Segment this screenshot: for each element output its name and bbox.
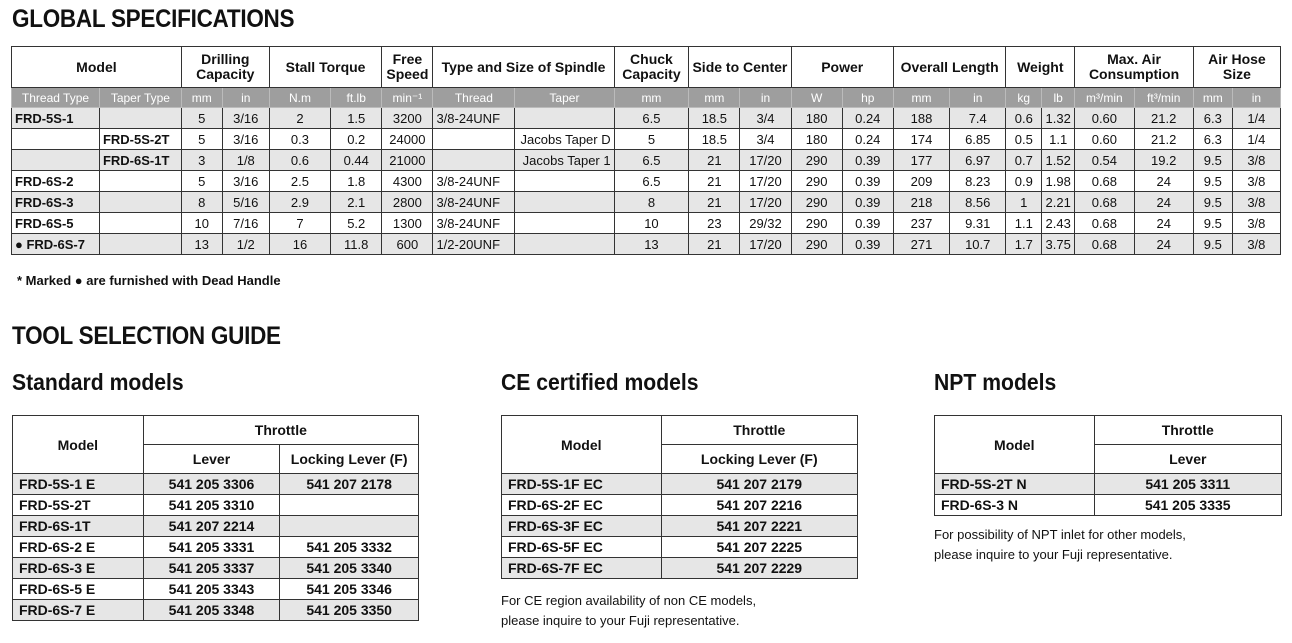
unit-header: Thread Type [12, 88, 100, 108]
table-cell: 290 [791, 234, 842, 255]
table-cell: 9.5 [1193, 171, 1232, 192]
unit-header: mm [181, 88, 222, 108]
table-cell: 1300 [382, 213, 433, 234]
table-cell: 2.9 [269, 192, 330, 213]
model-cell: FRD-5S-1 E [13, 474, 144, 495]
table-cell: 7/16 [222, 213, 269, 234]
table-cell: 1/8 [222, 150, 269, 171]
table-cell [515, 192, 614, 213]
part-number-cell: 541 207 2229 [661, 558, 857, 579]
col-header-overall-length: Overall Length [893, 47, 1006, 88]
unit-header: m³/min [1075, 88, 1134, 108]
table-cell: 0.44 [331, 150, 382, 171]
unit-header: W [791, 88, 842, 108]
table-row [13, 600, 419, 621]
table-cell: 1/4 [1232, 108, 1280, 129]
col-header-power: Power [791, 47, 893, 88]
table-cell: 290 [791, 213, 842, 234]
table-row [12, 213, 1281, 234]
col-header-weight: Weight [1006, 47, 1075, 88]
model-cell [12, 150, 100, 171]
table-cell: 10.7 [950, 234, 1006, 255]
unit-header: in [740, 88, 791, 108]
table-cell: 174 [893, 129, 949, 150]
table-cell: 177 [893, 150, 949, 171]
table-cell: 0.2 [331, 129, 382, 150]
model-cell: FRD-6S-1T [13, 516, 144, 537]
table-cell: 1 [1006, 192, 1042, 213]
table-cell: 3/16 [222, 108, 269, 129]
table-cell: 2.5 [269, 171, 330, 192]
table-cell: 7.4 [950, 108, 1006, 129]
table-cell: 0.68 [1075, 171, 1134, 192]
model-cell: FRD-6S-2 E [13, 537, 144, 558]
table-cell: 3/8-24UNF [433, 171, 515, 192]
table-cell [515, 213, 614, 234]
table-cell: 24 [1134, 234, 1193, 255]
part-number-cell: 541 205 3310 [143, 495, 280, 516]
table-cell: 1.32 [1042, 108, 1075, 129]
table-cell: 3/8 [1232, 213, 1280, 234]
table-cell: 29/32 [740, 213, 791, 234]
table-cell: 180 [791, 108, 842, 129]
table-row [502, 474, 858, 495]
table-row [13, 537, 419, 558]
model-cell: FRD-5S-2T [13, 495, 144, 516]
table-cell: 9.31 [950, 213, 1006, 234]
table-cell: 13 [614, 234, 689, 255]
part-number-cell: 541 205 3306 [143, 474, 280, 495]
table-cell: 9.5 [1193, 192, 1232, 213]
unit-header: N.m [269, 88, 330, 108]
model-cell: FRD-5S-2T [99, 129, 181, 150]
table-cell: 3/16 [222, 129, 269, 150]
model-cell: FRD-6S-5 E [13, 579, 144, 600]
unit-header: hp [842, 88, 893, 108]
table-cell: 17/20 [740, 192, 791, 213]
part-number-cell: 541 205 3343 [143, 579, 280, 600]
table-cell: 18.5 [689, 108, 740, 129]
table-cell: 6.97 [950, 150, 1006, 171]
table-cell: 3.75 [1042, 234, 1075, 255]
model-cell: FRD-5S-2T N [935, 474, 1095, 495]
model-cell [99, 108, 181, 129]
table-cell: 2 [269, 108, 330, 129]
table-cell: 0.39 [842, 234, 893, 255]
dead-handle-note: * Marked ● are furnished with Dead Handle [17, 273, 281, 288]
table-cell: 5 [181, 108, 222, 129]
table-cell: 6.5 [614, 108, 689, 129]
table-cell: 290 [791, 150, 842, 171]
table-cell: 21000 [382, 150, 433, 171]
table-cell: 5/16 [222, 192, 269, 213]
table-cell: 2.21 [1042, 192, 1075, 213]
table-cell: 9.5 [1193, 213, 1232, 234]
unit-header: kg [1006, 88, 1042, 108]
part-number-cell: 541 205 3348 [143, 600, 280, 621]
table-cell: 0.24 [842, 108, 893, 129]
table-cell: 17/20 [740, 171, 791, 192]
table-cell: 7 [269, 213, 330, 234]
table-cell: 1.98 [1042, 171, 1075, 192]
npt-model-header: Model [935, 416, 1095, 474]
unit-header: in [950, 88, 1006, 108]
table-cell: 237 [893, 213, 949, 234]
npt-title: NPT models [934, 369, 1057, 395]
unit-header: ft.lb [331, 88, 382, 108]
part-number-cell: 541 205 3335 [1094, 495, 1281, 516]
model-cell: ● FRD-6S-7 [12, 234, 100, 255]
table-cell: 3/8 [1232, 150, 1280, 171]
table-cell: 8 [614, 192, 689, 213]
table-cell: 3/4 [740, 129, 791, 150]
part-number-cell: 541 205 3332 [280, 537, 419, 558]
ce-title: CE certified models [501, 369, 699, 395]
ce-note-line2: please inquire to your Fuji representative. [501, 613, 740, 628]
table-cell: 271 [893, 234, 949, 255]
ce-note-line1: For CE region availability of non CE models, [501, 593, 757, 608]
part-number-cell: 541 205 3337 [143, 558, 280, 579]
table-cell: 24 [1134, 213, 1193, 234]
table-cell: 5 [181, 129, 222, 150]
col-header-air-hose-size: Air Hose Size [1193, 47, 1280, 88]
model-cell: FRD-6S-2F EC [502, 495, 662, 516]
table-cell: 290 [791, 171, 842, 192]
standard-title: Standard models [12, 369, 184, 395]
model-cell: FRD-6S-3 [12, 192, 100, 213]
table-cell: 13 [181, 234, 222, 255]
table-cell: 0.24 [842, 129, 893, 150]
npt-note-line1: For possibility of NPT inlet for other models, [934, 527, 1186, 542]
table-row [502, 516, 858, 537]
table-cell: 180 [791, 129, 842, 150]
model-cell: FRD-6S-2 [12, 171, 100, 192]
standard-locking-header: Locking Lever (F) [280, 445, 419, 474]
table-cell: 1.1 [1042, 129, 1075, 150]
model-cell: FRD-6S-5F EC [502, 537, 662, 558]
table-cell: 0.6 [1006, 108, 1042, 129]
table-cell [515, 234, 614, 255]
table-cell: 6.3 [1193, 129, 1232, 150]
model-cell: FRD-6S-7 E [13, 600, 144, 621]
ce-locking-header: Locking Lever (F) [661, 445, 857, 474]
unit-header: Taper Type [99, 88, 181, 108]
standard-lever-header: Lever [143, 445, 280, 474]
unit-header: in [222, 88, 269, 108]
table-cell: 3/8 [1232, 234, 1280, 255]
table-cell: 1.1 [1006, 213, 1042, 234]
model-cell: FRD-5S-1F EC [502, 474, 662, 495]
standard-throttle-header: Throttle [143, 416, 418, 445]
table-cell: 6.5 [614, 171, 689, 192]
table-cell: 5 [614, 129, 689, 150]
table-row [502, 537, 858, 558]
table-cell: 18.5 [689, 129, 740, 150]
table-cell: 0.60 [1075, 129, 1134, 150]
table-cell: 1.52 [1042, 150, 1075, 171]
table-cell: 1.5 [331, 108, 382, 129]
table-row [502, 495, 858, 516]
table-cell: 24 [1134, 192, 1193, 213]
table-cell: 3/4 [740, 108, 791, 129]
table-cell: 21 [689, 171, 740, 192]
ce-table [501, 415, 858, 579]
table-cell [515, 108, 614, 129]
model-cell [99, 171, 181, 192]
table-row [12, 108, 1281, 129]
model-cell: FRD-6S-3 N [935, 495, 1095, 516]
page-title: GLOBAL SPECIFICATIONS [12, 5, 295, 33]
table-cell: 188 [893, 108, 949, 129]
model-cell: FRD-6S-3 E [13, 558, 144, 579]
table-cell: 0.6 [269, 150, 330, 171]
npt-table [934, 415, 1282, 516]
guide-title: TOOL SELECTION GUIDE [12, 322, 281, 350]
table-row [12, 129, 1281, 150]
table-row [502, 558, 858, 579]
table-cell [515, 171, 614, 192]
table-row [12, 171, 1281, 192]
table-cell: 5.2 [331, 213, 382, 234]
model-cell: FRD-6S-7F EC [502, 558, 662, 579]
table-cell: 17/20 [740, 234, 791, 255]
table-cell: 0.3 [269, 129, 330, 150]
table-cell: 0.5 [1006, 129, 1042, 150]
table-cell: 3200 [382, 108, 433, 129]
col-header-spindle: Type and Size of Spindle [433, 47, 614, 88]
table-row [12, 234, 1281, 255]
table-cell: 8 [181, 192, 222, 213]
table-cell: 2.1 [331, 192, 382, 213]
table-cell: 3 [181, 150, 222, 171]
table-cell: 3/16 [222, 171, 269, 192]
table-cell: 21 [689, 234, 740, 255]
unit-header: mm [689, 88, 740, 108]
model-cell: FRD-5S-1 [12, 108, 100, 129]
table-cell: 11.8 [331, 234, 382, 255]
table-cell: 0.68 [1075, 192, 1134, 213]
table-cell: 6.85 [950, 129, 1006, 150]
part-number-cell [280, 495, 419, 516]
col-header-chuck-capacity: Chuck Capacity [614, 47, 689, 88]
table-cell [433, 150, 515, 171]
unit-header: mm [614, 88, 689, 108]
part-number-cell [280, 516, 419, 537]
table-cell: 1/2-20UNF [433, 234, 515, 255]
table-cell: 3/8-24UNF [433, 108, 515, 129]
table-cell: 0.7 [1006, 150, 1042, 171]
part-number-cell: 541 207 2179 [661, 474, 857, 495]
table-cell: 0.68 [1075, 234, 1134, 255]
table-cell: 6.3 [1193, 108, 1232, 129]
table-cell: 0.68 [1075, 213, 1134, 234]
table-cell: 3/8 [1232, 192, 1280, 213]
table-row [935, 474, 1282, 495]
part-number-cell: 541 207 2225 [661, 537, 857, 558]
table-cell: 1/4 [1232, 129, 1280, 150]
table-cell: 21.2 [1134, 129, 1193, 150]
part-number-cell: 541 205 3331 [143, 537, 280, 558]
table-cell: 23 [689, 213, 740, 234]
unit-header: Taper [515, 88, 614, 108]
table-cell: 1.7 [1006, 234, 1042, 255]
table-cell: 0.39 [842, 150, 893, 171]
col-header-free-speed: Free Speed [382, 47, 433, 88]
table-cell: 2.43 [1042, 213, 1075, 234]
table-cell: 8.56 [950, 192, 1006, 213]
table-row [13, 474, 419, 495]
table-cell: 3/8-24UNF [433, 213, 515, 234]
unit-header: min⁻¹ [382, 88, 433, 108]
part-number-cell: 541 207 2178 [280, 474, 419, 495]
table-cell: 9.5 [1193, 234, 1232, 255]
col-header-stall-torque: Stall Torque [269, 47, 382, 88]
table-cell: 0.39 [842, 213, 893, 234]
table-cell: 2800 [382, 192, 433, 213]
col-header-model: Model [12, 47, 182, 88]
table-cell: 0.9 [1006, 171, 1042, 192]
spec-table [11, 46, 1281, 255]
table-cell: 209 [893, 171, 949, 192]
model-cell: FRD-6S-5 [12, 213, 100, 234]
ce-model-header: Model [502, 416, 662, 474]
unit-header: ft³/min [1134, 88, 1193, 108]
part-number-cell: 541 205 3350 [280, 600, 419, 621]
part-number-cell: 541 207 2216 [661, 495, 857, 516]
model-cell [99, 192, 181, 213]
table-cell: 21 [689, 150, 740, 171]
table-cell: 0.54 [1075, 150, 1134, 171]
part-number-cell: 541 205 3311 [1094, 474, 1281, 495]
table-cell: 1.8 [331, 171, 382, 192]
table-cell: 24000 [382, 129, 433, 150]
table-row [13, 558, 419, 579]
unit-header: mm [1193, 88, 1232, 108]
table-cell: 290 [791, 192, 842, 213]
table-row [13, 579, 419, 600]
table-cell: 0.39 [842, 171, 893, 192]
standard-model-header: Model [13, 416, 144, 474]
col-header-drilling-capacity: Drilling Capacity [181, 47, 269, 88]
table-row [12, 150, 1281, 171]
unit-header: in [1232, 88, 1280, 108]
model-cell [99, 213, 181, 234]
standard-table [12, 415, 419, 621]
table-cell: 21.2 [1134, 108, 1193, 129]
unit-header: mm [893, 88, 949, 108]
part-number-cell: 541 205 3346 [280, 579, 419, 600]
unit-header: Thread [433, 88, 515, 108]
table-cell: 10 [614, 213, 689, 234]
npt-note-line2: please inquire to your Fuji representative. [934, 547, 1173, 562]
part-number-cell: 541 207 2221 [661, 516, 857, 537]
table-row [12, 192, 1281, 213]
col-header-air-consumption: Max. Air Consumption [1075, 47, 1194, 88]
ce-throttle-header: Throttle [661, 416, 857, 445]
part-number-cell: 541 207 2214 [143, 516, 280, 537]
table-row [935, 495, 1282, 516]
table-cell: 6.5 [614, 150, 689, 171]
table-cell: 0.39 [842, 192, 893, 213]
table-cell: 5 [181, 171, 222, 192]
table-cell: 3/8-24UNF [433, 192, 515, 213]
table-cell: 9.5 [1193, 150, 1232, 171]
table-cell: 600 [382, 234, 433, 255]
model-cell: FRD-6S-3F EC [502, 516, 662, 537]
model-cell [99, 234, 181, 255]
table-cell: 24 [1134, 171, 1193, 192]
table-cell [433, 129, 515, 150]
npt-throttle-header: Throttle [1094, 416, 1281, 445]
part-number-cell: 541 205 3340 [280, 558, 419, 579]
table-cell: 17/20 [740, 150, 791, 171]
table-cell: 3/8 [1232, 171, 1280, 192]
table-cell: 0.60 [1075, 108, 1134, 129]
table-cell: 21 [689, 192, 740, 213]
npt-lever-header: Lever [1094, 445, 1281, 474]
table-cell: 8.23 [950, 171, 1006, 192]
table-cell: Jacobs Taper 1 [515, 150, 614, 171]
model-cell [12, 129, 100, 150]
table-cell: 16 [269, 234, 330, 255]
unit-header: lb [1042, 88, 1075, 108]
table-cell: 19.2 [1134, 150, 1193, 171]
col-header-side-to-center: Side to Center [689, 47, 791, 88]
table-cell: Jacobs Taper D [515, 129, 614, 150]
table-cell: 218 [893, 192, 949, 213]
table-row [13, 516, 419, 537]
table-cell: 10 [181, 213, 222, 234]
table-cell: 1/2 [222, 234, 269, 255]
table-cell: 4300 [382, 171, 433, 192]
table-row [13, 495, 419, 516]
model-cell: FRD-6S-1T [99, 150, 181, 171]
